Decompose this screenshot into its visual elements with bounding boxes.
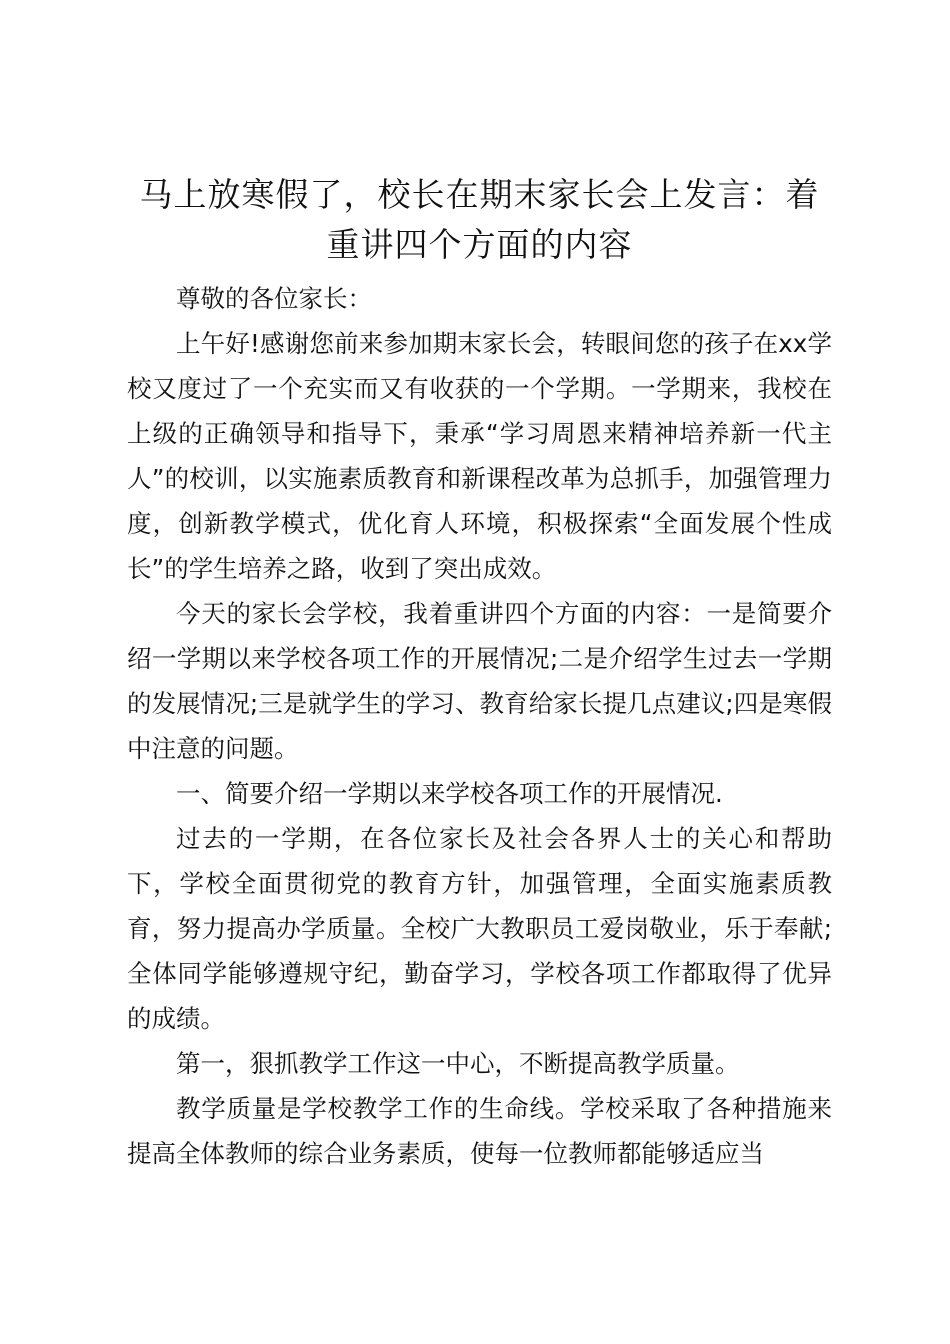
document-body (127, 170, 832, 1176)
subheading-first: 第一，狠抓教学工作这一中心，不断提高教学质量。 (176, 1049, 740, 1078)
paragraph-past-semester: 过去的一学期，在各位家长及社会各界人士的关心和帮助下，学校全面贯彻党的教育方针，加强管理，全面实施素质教育，努力提高办学质量。全校广大教职员工爱岗敬业，乐于奉献;全体同学能够遵规守纪，勤奋学习，学校各项工作都取得了优异的成绩。 (127, 824, 832, 1033)
document-title: 马上放寒假了，校长在期末家长会上发言：着重讲四个方面的内容 (139, 175, 820, 264)
paragraph-outline: 今天的家长会学校，我着重讲四个方面的内容：一是简要介绍一学期以来学校各项工作的开展情况;二是介绍学生过去一学期的发展情况;三是就学生的学习、教育给家长提几点建议;四是寒假中注意的问题。 (127, 599, 832, 763)
salutation: 尊敬的各位家长： (176, 284, 372, 313)
paragraph-teaching-quality: 教学质量是学校教学工作的生命线。学校采取了各种措施来提高全体教师的综合业务素质，使每一位教师都能够适应当 (127, 1094, 832, 1168)
section-heading-1: 一、简要介绍一学期以来学校各项工作的开展情况. (176, 779, 723, 808)
paragraph-greeting: 上午好!感谢您前来参加期末家长会，转眼间您的孩子在xx学校又度过了一个充实而又有收获的一个学期。一学期来，我校在上级的正确领导和指导下，秉承“学习周恩来精神培养新一代主人”的校训，以实施素质教育和新课程改革为总抓手，加强管理力度，创新教学模式，优化育人环境，积极探索“全面发展个性成长”的学生培养之路，收到了突出成效。 (127, 329, 832, 583)
